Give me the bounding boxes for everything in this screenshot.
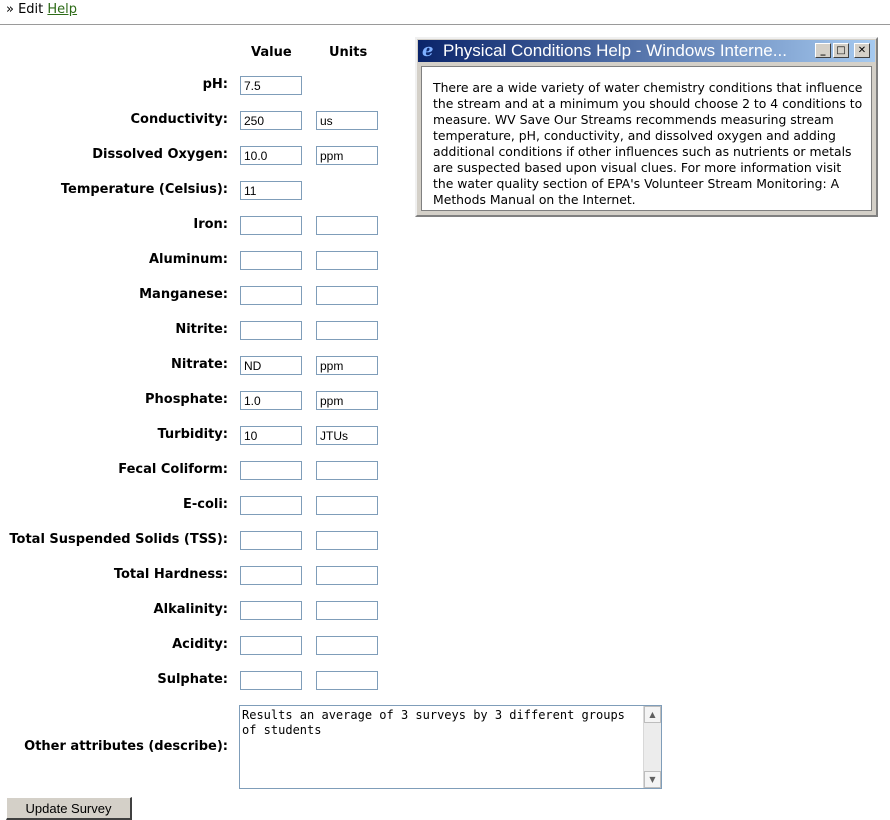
aluminum-value-input[interactable] bbox=[240, 251, 302, 270]
nitrite-units-input[interactable] bbox=[316, 321, 378, 340]
acidity-units-input[interactable] bbox=[316, 636, 378, 655]
ph-label: pH: bbox=[202, 77, 228, 92]
breadcrumb-edit: » Edit bbox=[6, 2, 44, 17]
help-link[interactable]: Help bbox=[47, 2, 78, 17]
acidity-label: Acidity: bbox=[172, 637, 228, 652]
popup-help-text: There are a wide variety of water chemistry conditions that influence the stream and at a minimum you should choose 2 to 4 conditions to measure. WV Save Our Streams recommends measuring stream temperature, pH, conductivity, and dissolved oxygen and adding additional conditions if other influences such as nutrients or metals are suspected based upon visual clues. For more information visit the water quality section of EPA's Volunteer Stream Monitoring: A Methods Manual on the Internet. bbox=[421, 66, 872, 211]
turbidity-value-input[interactable] bbox=[240, 426, 302, 445]
manganese-units-input[interactable] bbox=[316, 286, 378, 305]
dissolved-oxygen-label: Dissolved Oxygen: bbox=[92, 147, 228, 162]
aluminum-label: Aluminum: bbox=[148, 252, 228, 267]
dissolved-oxygen-units-input[interactable] bbox=[316, 146, 378, 165]
minimize-button[interactable]: _ bbox=[815, 43, 831, 58]
phosphate-units-input[interactable] bbox=[316, 391, 378, 410]
acidity-value-input[interactable] bbox=[240, 636, 302, 655]
ph-value-input[interactable] bbox=[240, 76, 302, 95]
fecal-coliform-value-input[interactable] bbox=[240, 461, 302, 480]
other-attributes-textarea[interactable] bbox=[240, 706, 644, 788]
total-suspended-solids-tss-units-input[interactable] bbox=[316, 531, 378, 550]
other-attributes-box bbox=[239, 705, 662, 789]
value-column-header: Value bbox=[251, 45, 292, 60]
manganese-value-input[interactable] bbox=[240, 286, 302, 305]
total-suspended-solids-tss-label: Total Suspended Solids (TSS): bbox=[9, 532, 228, 547]
scroll-down-arrow-icon[interactable]: ▼ bbox=[644, 771, 661, 788]
units-column-header: Units bbox=[329, 45, 368, 60]
turbidity-units-input[interactable] bbox=[316, 426, 378, 445]
textarea-scrollbar[interactable] bbox=[643, 706, 661, 788]
turbidity-label: Turbidity: bbox=[157, 427, 228, 442]
phosphate-value-input[interactable] bbox=[240, 391, 302, 410]
iron-label: Iron: bbox=[193, 217, 228, 232]
conductivity-value-input[interactable] bbox=[240, 111, 302, 130]
e-coli-value-input[interactable] bbox=[240, 496, 302, 515]
nitrate-units-input[interactable] bbox=[316, 356, 378, 375]
popup-title: Physical Conditions Help - Windows Interne... bbox=[443, 41, 787, 60]
total-hardness-units-input[interactable] bbox=[316, 566, 378, 585]
nitrate-label: Nitrate: bbox=[171, 357, 228, 372]
total-hardness-value-input[interactable] bbox=[240, 566, 302, 585]
nitrate-value-input[interactable] bbox=[240, 356, 302, 375]
e-coli-label: E-coli: bbox=[182, 497, 228, 512]
fecal-coliform-units-input[interactable] bbox=[316, 461, 378, 480]
conductivity-units-input[interactable] bbox=[316, 111, 378, 130]
iron-value-input[interactable] bbox=[240, 216, 302, 235]
fecal-coliform-label: Fecal Coliform: bbox=[118, 462, 228, 477]
close-button[interactable]: ✕ bbox=[854, 43, 870, 58]
temperature-celsius-value-input[interactable] bbox=[240, 181, 302, 200]
conductivity-label: Conductivity: bbox=[130, 112, 228, 127]
nitrite-label: Nitrite: bbox=[175, 322, 228, 337]
phosphate-label: Phosphate: bbox=[144, 392, 228, 407]
sulphate-label: Sulphate: bbox=[157, 672, 228, 687]
temperature-celsius-label: Temperature (Celsius): bbox=[60, 182, 228, 197]
top-navigation-bar bbox=[0, 0, 890, 25]
popup-title-bar[interactable] bbox=[418, 40, 875, 62]
scroll-up-arrow-icon[interactable]: ▲ bbox=[644, 706, 661, 723]
nitrite-value-input[interactable] bbox=[240, 321, 302, 340]
dissolved-oxygen-value-input[interactable] bbox=[240, 146, 302, 165]
alkalinity-value-input[interactable] bbox=[240, 601, 302, 620]
total-hardness-label: Total Hardness: bbox=[113, 567, 228, 582]
manganese-label: Manganese: bbox=[139, 287, 228, 302]
total-suspended-solids-tss-value-input[interactable] bbox=[240, 531, 302, 550]
sulphate-units-input[interactable] bbox=[316, 671, 378, 690]
e-coli-units-input[interactable] bbox=[316, 496, 378, 515]
update-survey-button[interactable]: Update Survey bbox=[6, 797, 132, 820]
alkalinity-label: Alkalinity: bbox=[153, 602, 228, 617]
maximize-button[interactable]: □ bbox=[833, 43, 849, 58]
alkalinity-units-input[interactable] bbox=[316, 601, 378, 620]
aluminum-units-input[interactable] bbox=[316, 251, 378, 270]
breadcrumb bbox=[6, 0, 77, 20]
other-attributes-label: Other attributes (describe): bbox=[24, 739, 228, 754]
sulphate-value-input[interactable] bbox=[240, 671, 302, 690]
help-popup-window bbox=[415, 37, 878, 217]
internet-explorer-icon: e bbox=[422, 40, 434, 61]
iron-units-input[interactable] bbox=[316, 216, 378, 235]
